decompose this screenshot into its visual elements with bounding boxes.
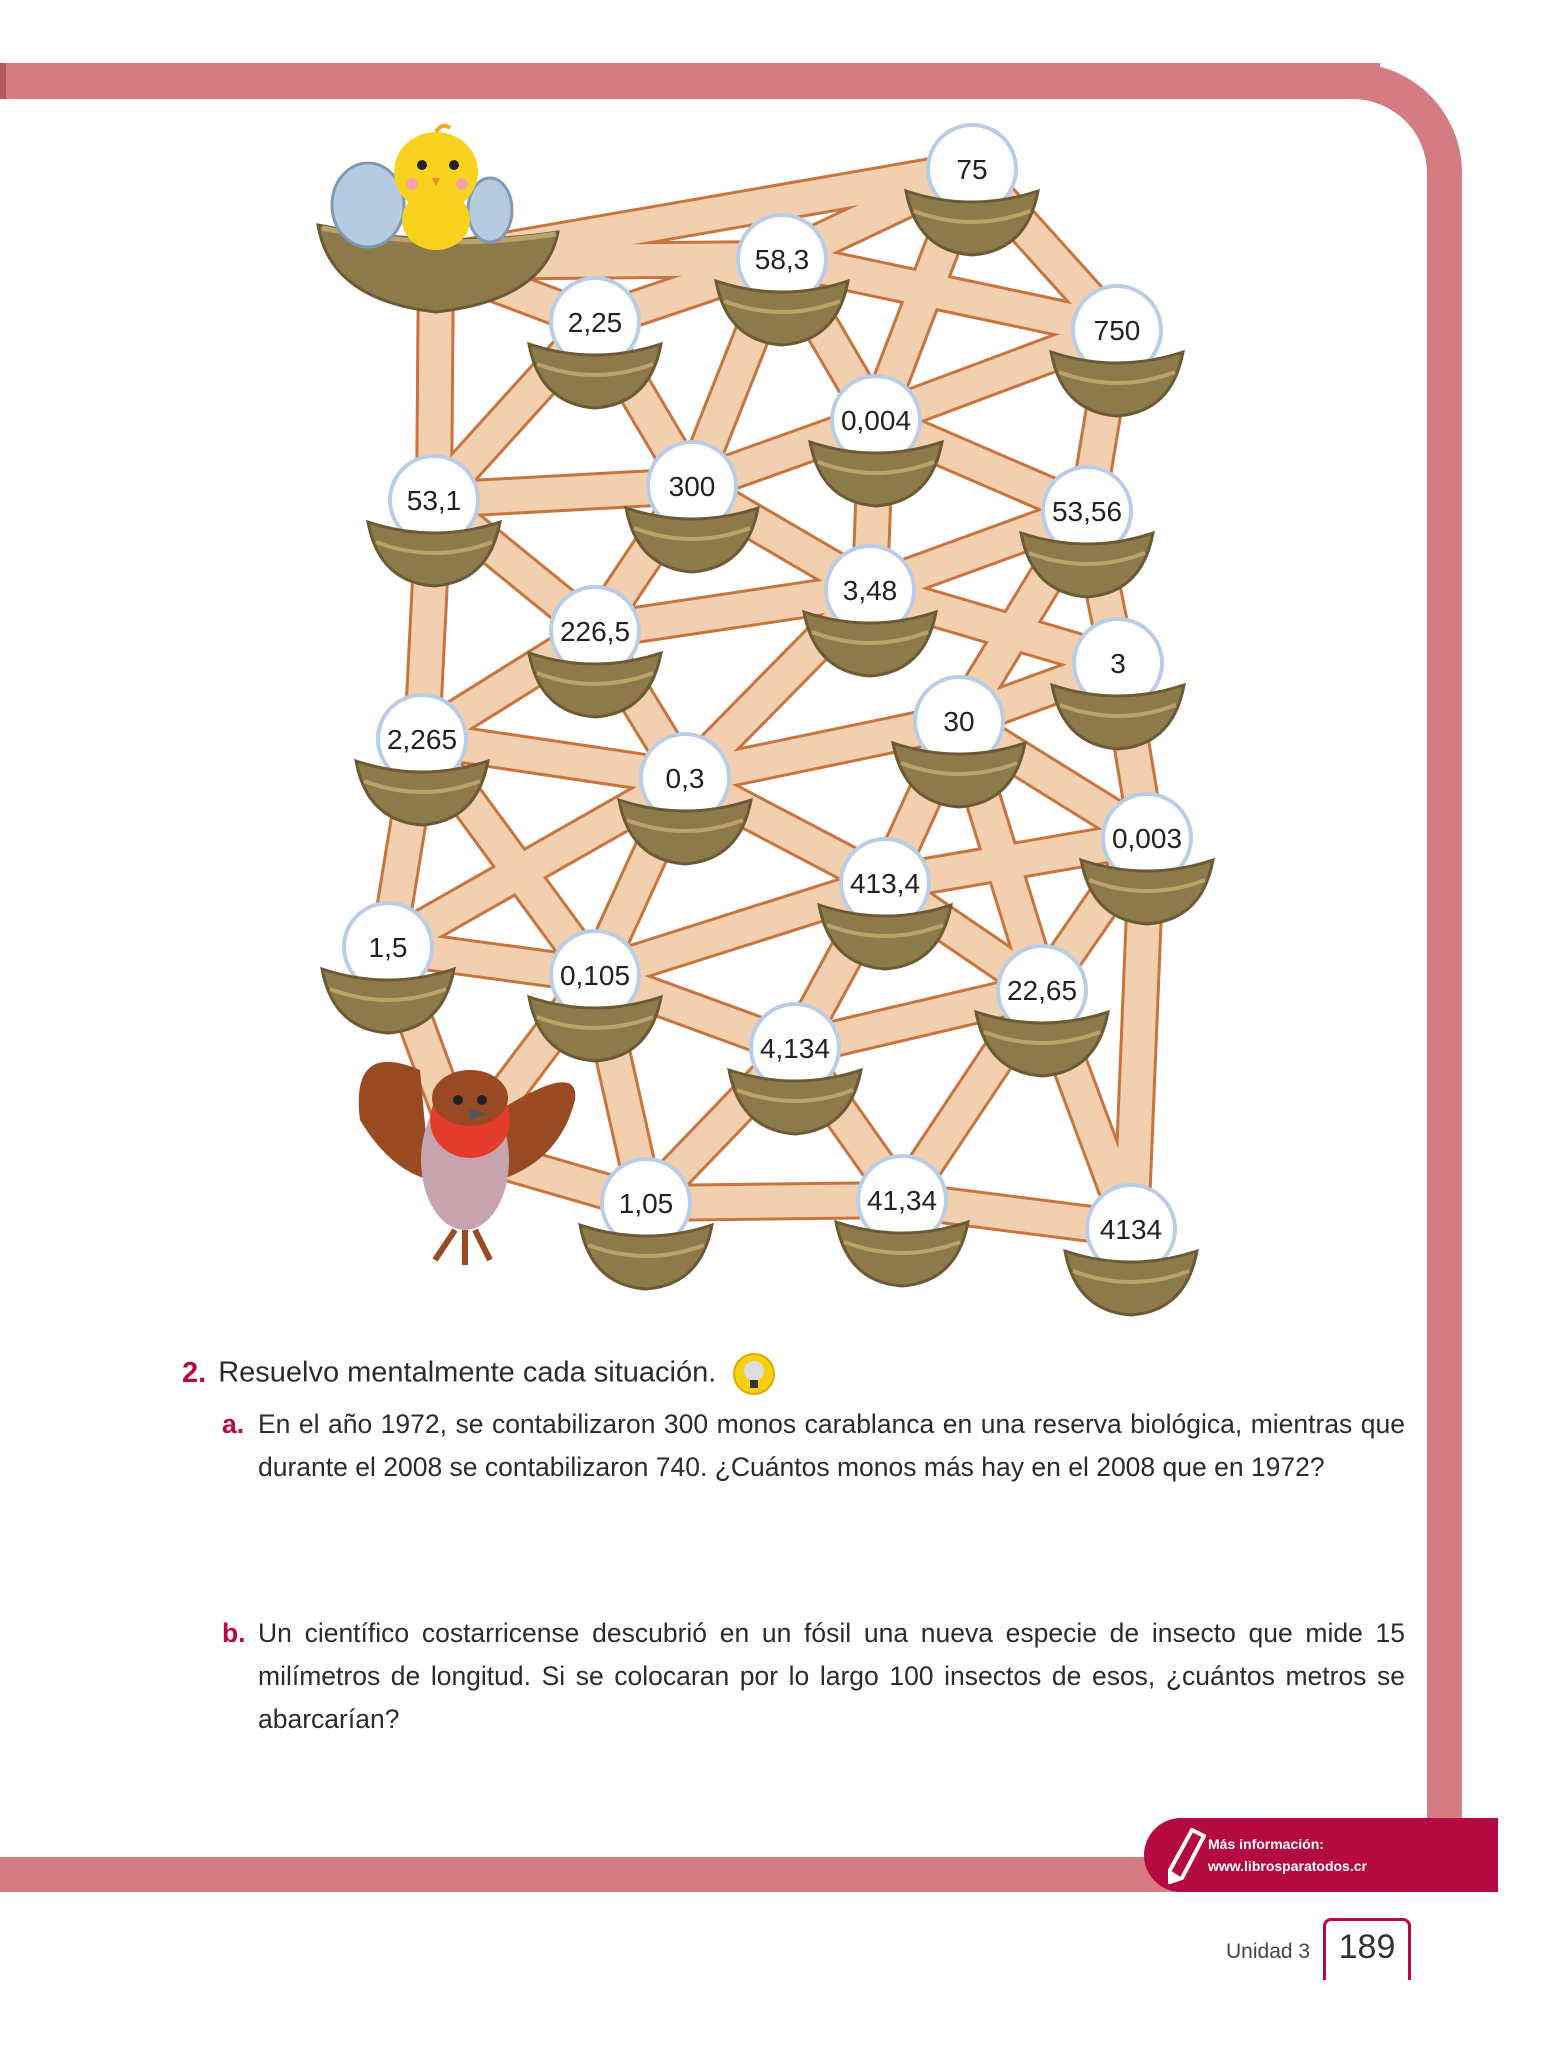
more-info-banner[interactable]: [1144, 1818, 1498, 1892]
nest-number: 2,265: [386, 724, 458, 755]
nest-number: 413,4: [849, 868, 921, 899]
nest-number: 3: [1110, 648, 1126, 679]
nest-number: 0,004: [840, 405, 912, 436]
nest-number: 0,105: [559, 960, 631, 991]
nest-number: 1,5: [368, 932, 408, 963]
nest-number: 0,003: [1111, 823, 1183, 854]
exercise-title: Resuelvo mentalmente cada situación.: [218, 1356, 717, 1389]
nest-number: 75: [956, 154, 988, 185]
nest-number: 1,05: [618, 1188, 674, 1219]
nest-number: 300: [668, 471, 716, 502]
nest-number: 30: [943, 706, 975, 737]
chick-nest-start: [318, 126, 558, 312]
pencil-icon: [1166, 1828, 1206, 1884]
nest-number: 0,3: [665, 763, 705, 794]
exercise-number: 2.: [182, 1356, 207, 1389]
nest-number: 4,134: [759, 1033, 831, 1064]
nest-number: 750: [1093, 315, 1141, 346]
item-letter: a.: [222, 1409, 245, 1439]
item-text: Un científico costarricense descubrió en un fósil una nueva especie de insecto que mide 15 milímetros de longitud. Si se colocaran por lo largo 100 insectos de esos, ¿cuántos metros se abarcarían?: [258, 1618, 1405, 1734]
unit-label: Unidad 3: [1226, 1940, 1311, 1963]
nest-number: 226,5: [559, 616, 631, 647]
page-frame-bottom: [0, 1857, 1180, 1892]
item-letter: b.: [222, 1618, 246, 1648]
exercise-item-a: [222, 1403, 1405, 1489]
nest-number: 3,48: [842, 575, 898, 606]
more-info-label: Más información:: [1208, 1836, 1324, 1852]
page-number: 189: [1323, 1918, 1411, 1980]
nest-number: 58,3: [754, 244, 810, 275]
nest-number: 53,56: [1051, 496, 1123, 527]
chick-icon: [394, 126, 478, 250]
more-info-link[interactable]: www.librosparatodos.cr: [1208, 1858, 1367, 1874]
item-text: En el año 1972, se contabilizaron 300 monos carablanca en una reserva biológica, mientras que durante el 2008 se contabilizaron 740. ¿Cuántos monos más hay en el 2008 que en 1972?: [258, 1409, 1405, 1482]
nest-number: 2,25: [567, 307, 623, 338]
lightbulb-icon: [732, 1352, 776, 1396]
nest-number: 4134: [1099, 1214, 1163, 1245]
exercise-heading: [182, 1352, 776, 1396]
nest-number: 53,1: [406, 485, 462, 516]
nest-number: 22,65: [1006, 975, 1078, 1006]
nest-number: 41,34: [866, 1185, 938, 1216]
exercise-item-b: [222, 1612, 1405, 1741]
